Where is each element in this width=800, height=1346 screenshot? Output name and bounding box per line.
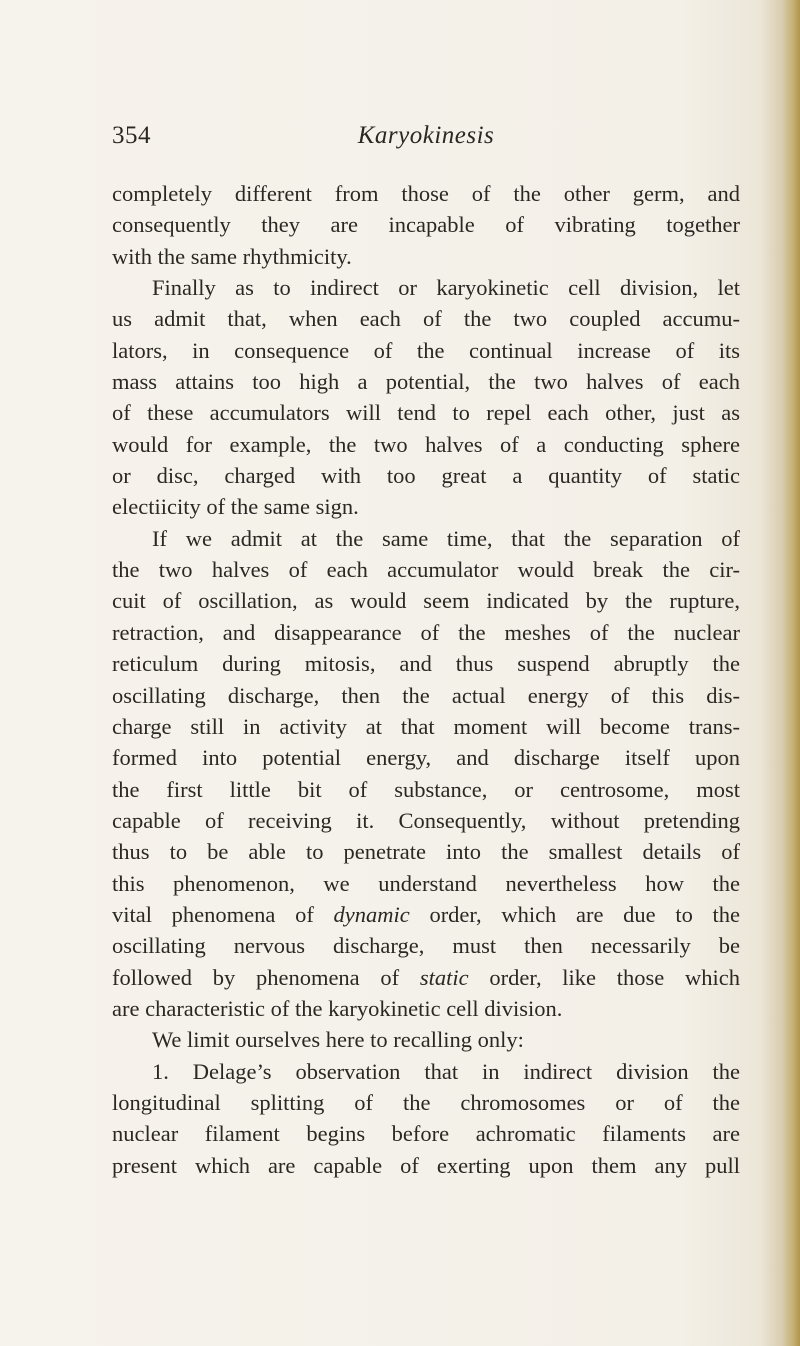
page-edge-shading <box>782 0 800 1346</box>
text-line: cuit of oscillation, as would seem indicated by the rupture, <box>112 588 740 614</box>
text-line: or disc, charged with too great a quantity of static <box>112 463 740 489</box>
text-line: 1. Delage’s observation that in indirect division the <box>152 1058 740 1084</box>
text-line: present which are capable of exerting upon them any pull <box>112 1152 740 1178</box>
text-line: reticulum during mitosis, and thus suspend abruptly the <box>112 651 740 677</box>
text-line: us admit that, when each of the two coupled accumu- <box>112 306 740 332</box>
text-line: Finally as to indirect or karyokinetic cell division, let <box>152 275 740 301</box>
text-line <box>112 962 740 993</box>
text-line: this phenomenon, we understand nevertheless how the <box>112 870 740 896</box>
text-segment: followed by phenomena of <box>112 964 420 990</box>
text-line: completely different from those of the other germ, and <box>112 181 740 206</box>
running-title: Karyokinesis <box>357 122 495 149</box>
text-segment: order, like those which <box>468 964 741 990</box>
text-segment: vital phenomena of <box>112 901 334 927</box>
text-line <box>112 899 740 930</box>
text-line: are characteristic of the karyokinetic cell division. <box>112 995 563 1021</box>
text-line: the first little bit of substance, or centrosome, most <box>112 776 740 802</box>
text-line: If we admit at the same time, that the separation of <box>152 525 740 551</box>
italic-term-dynamic: dynamic <box>333 901 410 927</box>
text-segment: order, which are due to the <box>409 901 740 927</box>
text-line: longitudinal splitting of the chromosomes or of the <box>112 1089 740 1115</box>
text-line: nuclear filament begins before achromatic filaments are <box>112 1121 740 1147</box>
text-line: charge still in activity at that moment will become trans- <box>112 713 740 739</box>
body-text <box>112 178 740 1181</box>
text-line: of these accumulators will tend to repel each other, just as <box>112 400 740 426</box>
text-line: electiicity of the same sign. <box>112 494 359 520</box>
text-line: consequently they are incapable of vibrating together <box>112 212 740 238</box>
text-line: We limit ourselves here to recalling only: <box>152 1027 524 1053</box>
text-line: oscillating discharge, then the actual energy of this dis- <box>112 682 740 708</box>
italic-term-static: static <box>419 964 469 990</box>
text-line: the two halves of each accumulator would break the cir- <box>112 557 740 583</box>
text-line: lators, in consequence of the continual increase of its <box>112 337 740 363</box>
text-line: retraction, and disappearance of the meshes of the nuclear <box>112 619 740 645</box>
text-line: formed into potential energy, and discharge itself upon <box>112 745 740 771</box>
page-header <box>112 122 740 162</box>
text-line: capable of receiving it. Consequently, without pretending <box>112 807 740 833</box>
text-line: would for example, the two halves of a conducting sphere <box>112 431 740 457</box>
text-line: thus to be able to penetrate into the smallest details of <box>112 839 740 865</box>
page-number: 354 <box>112 122 151 149</box>
text-line: with the same rhythmicity. <box>112 243 352 269</box>
text-line: oscillating nervous discharge, must then necessarily be <box>112 933 740 959</box>
text-line: mass attains too high a potential, the two halves of each <box>112 369 740 395</box>
